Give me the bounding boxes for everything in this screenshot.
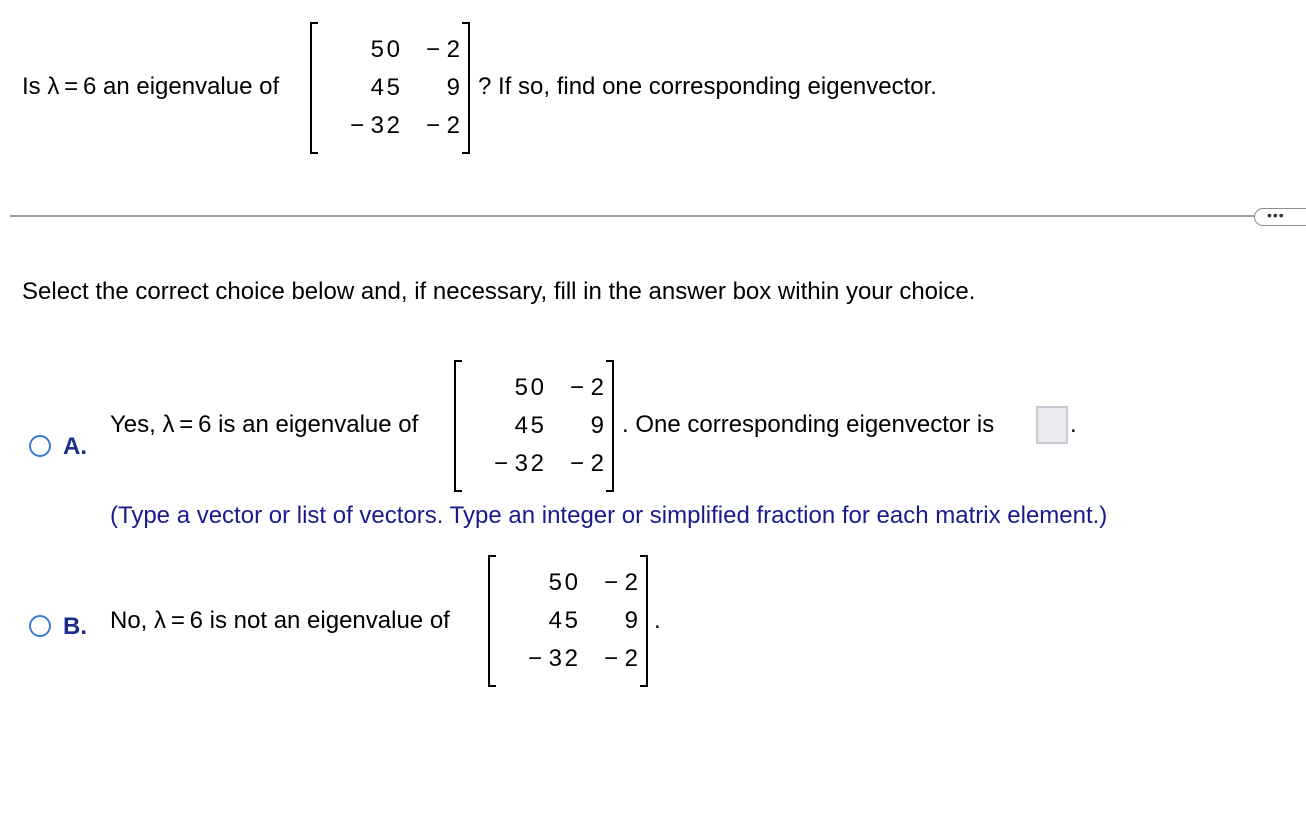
matrix-right-bracket	[606, 360, 614, 492]
matrix-cell: 0	[530, 374, 544, 401]
option-b-radio[interactable]	[29, 615, 51, 637]
option-a-end: .	[1070, 411, 1077, 438]
matrix-cell: − 2	[603, 645, 638, 672]
option-a-prefix: Yes, λ = 6 is an eigenvalue of	[110, 411, 419, 438]
matrix-left-bracket	[454, 360, 462, 492]
matrix-cell: 0	[564, 569, 578, 596]
eigenvector-answer-box[interactable]	[1036, 406, 1068, 444]
question-prefix: Is λ = 6 an eigenvalue of	[22, 73, 280, 100]
option-a-radio[interactable]	[29, 435, 51, 457]
matrix-left-bracket	[488, 555, 496, 687]
matrix-cell: − 2	[425, 36, 460, 63]
option-a-hint: (Type a vector or list of vectors. Type an integer or simplified fraction for each matrix element.)	[110, 502, 1108, 529]
matrix-cell: 2	[564, 645, 578, 672]
option-a-suffix: . One corresponding eigenvector is	[622, 411, 995, 438]
question-matrix	[310, 22, 470, 154]
matrix-cell: 5	[514, 374, 528, 401]
matrix-cell: 4	[370, 74, 384, 101]
matrix-cell: − 2	[603, 569, 638, 596]
section-divider	[10, 215, 1260, 217]
matrix-cell: 0	[386, 36, 400, 63]
matrix-cell: 9	[624, 607, 638, 634]
option-b-suffix: .	[654, 607, 661, 634]
matrix-left-bracket	[310, 22, 318, 154]
matrix-cell: 9	[446, 74, 460, 101]
option-b-matrix	[488, 555, 648, 687]
matrix-right-bracket	[640, 555, 648, 687]
option-a-matrix	[454, 360, 614, 492]
matrix-cell: 4	[514, 412, 528, 439]
option-a-letter[interactable]: A.	[63, 433, 87, 460]
instruction-text: Select the correct choice below and, if necessary, fill in the answer box within your choice.	[22, 278, 976, 305]
matrix-cell: − 3	[527, 645, 562, 672]
matrix-cell: − 3	[493, 450, 528, 477]
matrix-cell: 2	[530, 450, 544, 477]
more-options-button[interactable]: •••	[1254, 208, 1306, 226]
matrix-cell: − 2	[425, 112, 460, 139]
option-b-prefix: No, λ = 6 is not an eigenvalue of	[110, 607, 450, 634]
matrix-cell: 4	[548, 607, 562, 634]
matrix-cell: 5	[548, 569, 562, 596]
matrix-cell: − 3	[349, 112, 384, 139]
matrix-cell: 9	[590, 412, 604, 439]
matrix-cell: 2	[386, 112, 400, 139]
matrix-cell: 5	[386, 74, 400, 101]
matrix-cell: 5	[564, 607, 578, 634]
matrix-cell: − 2	[569, 450, 604, 477]
matrix-cell: 5	[530, 412, 544, 439]
question-suffix: ? If so, find one corresponding eigenvector.	[478, 73, 937, 100]
matrix-cell: 5	[370, 36, 384, 63]
matrix-right-bracket	[462, 22, 470, 154]
matrix-cell: − 2	[569, 374, 604, 401]
option-b-letter[interactable]: B.	[63, 613, 87, 640]
